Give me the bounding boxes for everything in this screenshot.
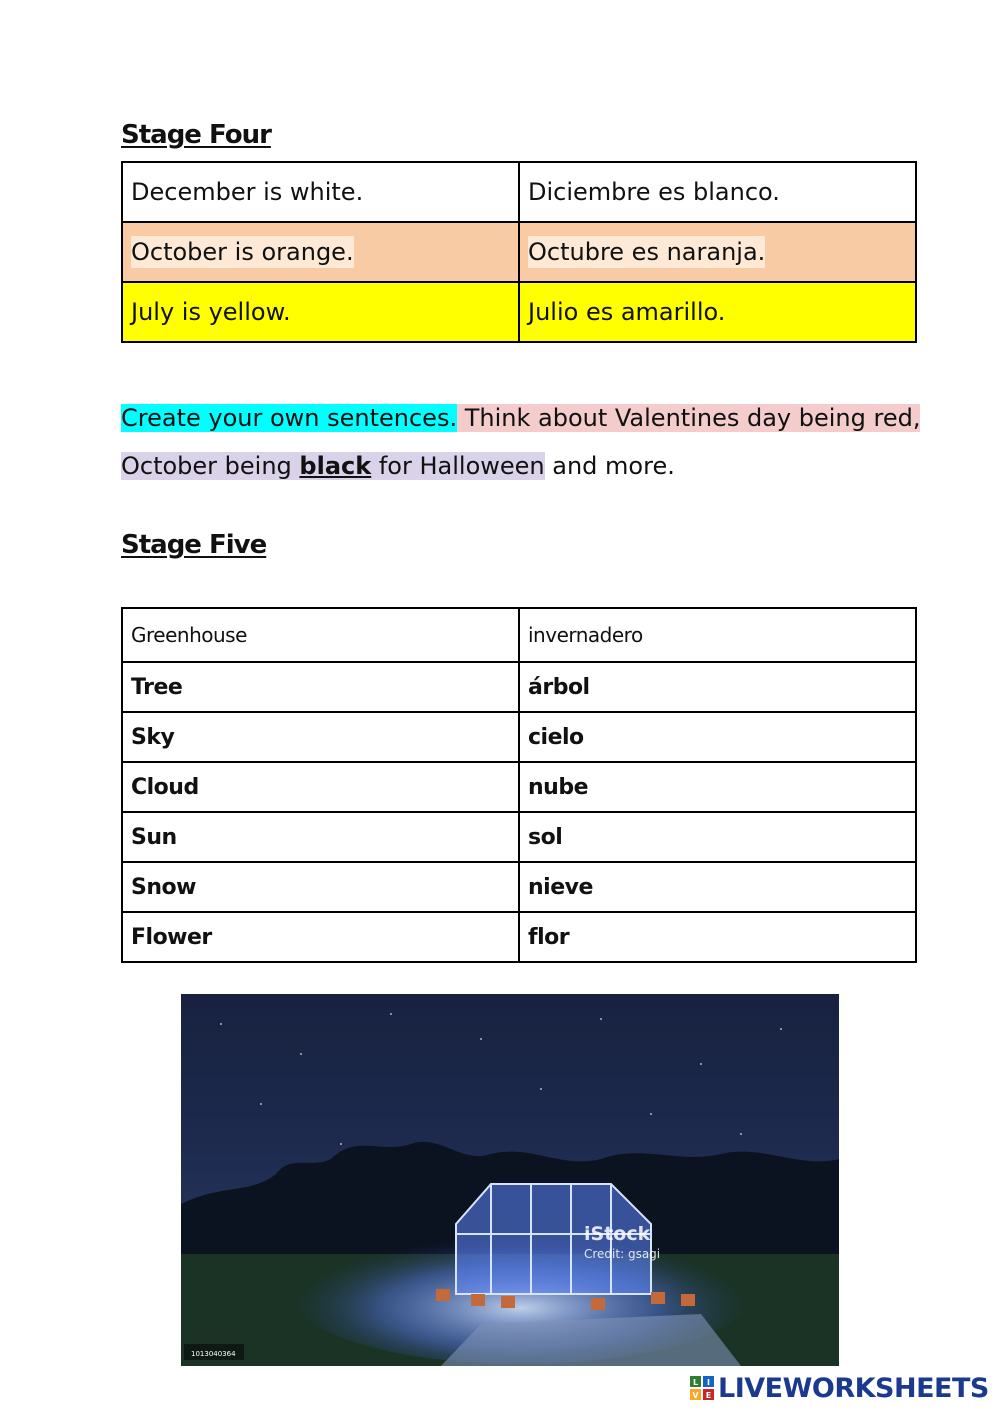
english-cell: Snow [122,862,519,912]
svg-text:I: I [707,1378,710,1387]
table-row [122,222,916,282]
spanish-cell: cielo [519,712,916,762]
brand-name: LIVEWORKSHEETS [718,1372,989,1404]
stage-five-heading: Stage Five [121,530,267,560]
table-row [122,608,916,662]
spanish-cell: árbol [519,662,916,712]
table-row [122,862,916,912]
english-cell: Tree [122,662,519,712]
spanish-cell [519,222,916,282]
liveworksheets-logo[interactable] [690,1372,989,1404]
spanish-cell: nube [519,762,916,812]
photo-credit: Credit: gsagi [584,1247,661,1261]
english-cell: July is yellow. [122,282,519,342]
stage-four-heading: Stage Four [121,120,271,150]
english-cell: Sky [122,712,519,762]
greenhouse-night-illustration [181,994,839,1366]
english-cell: Sun [122,812,519,862]
english-cell: Flower [122,912,519,962]
stage-four-table [121,161,917,343]
instruction-text: October being [121,452,300,480]
instruction-text: and more. [544,452,675,480]
photo-id: 1013040364 [191,1350,236,1358]
photo-watermark: iStock [584,1223,651,1245]
english-cell: December is white. [122,162,519,222]
instruction-highlight-cyan: Create your own sentences. [121,404,458,432]
svg-text:L: L [692,1378,699,1387]
table-row [122,912,916,962]
svg-text:E: E [705,1391,712,1400]
instruction-text: for Halloween [371,452,545,480]
table-row [122,812,916,862]
table-row [122,712,916,762]
spanish-cell: Julio es amarillo. [519,282,916,342]
instruction-bold-word: black [299,452,372,480]
table-row [122,162,916,222]
instructions-paragraph [121,394,921,490]
stage-five-table [121,607,917,963]
table-row [122,282,916,342]
english-cell [122,222,519,282]
greenhouse-photo [181,994,839,1366]
english-cell: Greenhouse [122,608,519,662]
spanish-cell: nieve [519,862,916,912]
table-row [122,662,916,712]
spanish-cell: invernadero [519,608,916,662]
table-row [122,762,916,812]
svg-text:V: V [692,1391,699,1400]
english-cell: Cloud [122,762,519,812]
english-text: October is orange. [131,238,354,266]
instruction-highlight-lavender [121,452,545,480]
brand-icon [690,1376,714,1400]
spanish-cell: flor [519,912,916,962]
spanish-text: Octubre es naranja. [528,238,766,266]
spanish-cell: sol [519,812,916,862]
instruction-highlight-pink: Think about Valentines day being red, [457,404,921,432]
spanish-cell: Diciembre es blanco. [519,162,916,222]
